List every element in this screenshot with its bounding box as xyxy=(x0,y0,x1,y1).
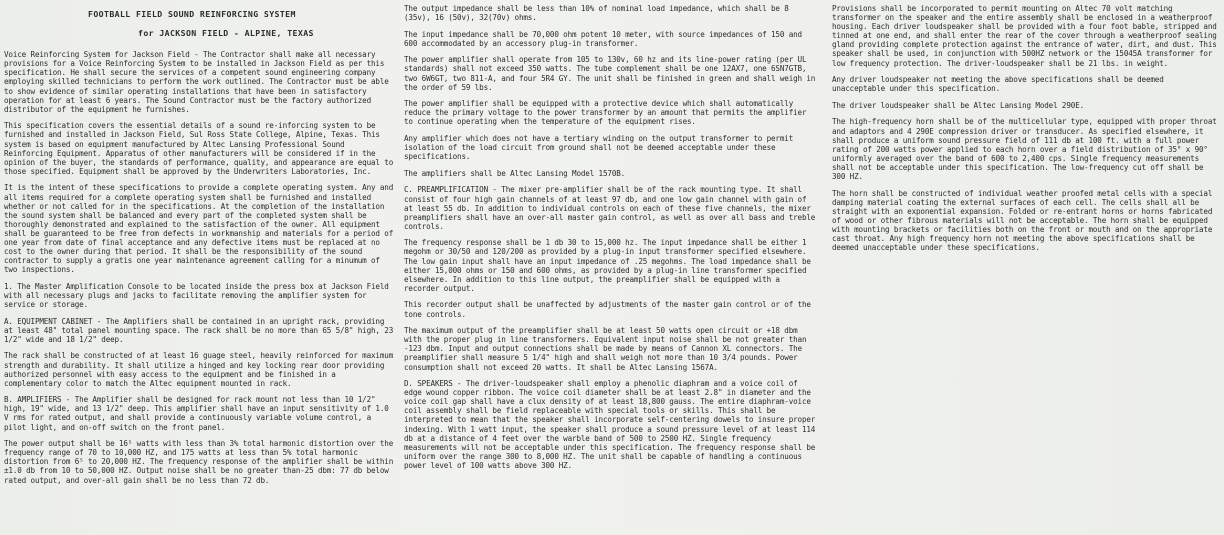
paragraph-console: 1. The Master Amplification Console to be located inside the press box at Jackson Field with all necessary plugs and jacks to facilitate removing the amplifier system for service or storage. xyxy=(4,281,389,310)
paragraph-power-output: The power output shall be 16⁵ watts with less than 3% total harmonic distortion over the frequency range of 70 to 10,000 HZ, and 175 watts at less than 5% total harmonic distortion from 6⁵ to 20,000 HZ. The frequency response of the amplifier shall be within ±1.0 db from 10 to 50,000 HZ. Output noise shall be no greater than-25 dbm: 77 db below rated output, and over-all gain shall be no less than 72 db. xyxy=(4,439,394,485)
column-right xyxy=(832,0,1220,535)
paragraph-scope: This specification covers the essential details of a sound re-inforcing system to be furnished and installed in Jackson Field, Sul Ross State College, Alpine, Texas. This system is based on equipment manufactured by Altec Lansing Professional Sound Reinforcing Equipment. Apparatus of other manufacturers will be considered if in the opinion of the buyer, the standards of performance, quality, and appearance are equal to those specified. Equipment shall be approved by the Underwriters Laboratories, Inc. xyxy=(4,121,394,176)
paragraph-amplifiers: B. AMPLIFIERS - The Amplifier shall be designed for rack mount not less than 10 1/2" high, 19" wide, and 13 1/2" deep. This amplifier shall have an input sensitivity of 1.0 V rms for rated output, and shall provide a continuously variable volume control, a pilot light, and on-off switch on the front panel. xyxy=(4,395,389,432)
paragraph-high-frequency-horn: The high-frequency horn shall be of the multicellular type, equipped with proper throat and adaptors and 4 290E compression driver or transducer. As specified elsewhere, it shall produce a uniform sound pressure field of 111 db at 100 ft. with a full power rating of 200 watts power applied to each horn over a field distribution of 35° x 90° uniformly averaged over the band of 600 to 2,400 cps. Single frequency measurements shall not be acceptable under this specification. The low-frequency cut off shall be 300 HZ. xyxy=(832,117,1217,181)
paragraph-driver-model: The driver loudspeaker shall be Altec Lansing Model 290E. xyxy=(832,100,1085,110)
document-title: FOOTBALL FIELD SOUND REINFORCING SYSTEM xyxy=(88,9,296,19)
paragraph-protective-device: The power amplifier shall be equipped with a protective device which shall automatically reduce the primary voltage to the power transformer by an amount that permits the amplifier to continue operating when the temperature of the equipment rises. xyxy=(404,99,807,127)
paragraph-horn-construction: The horn shall be constructed of individual weather proofed metal cells with a special damping material coating the external surfaces of each cell. The cells shall all be straight with an exponential expansion. Folded or re-entrant horns or horns fabricated of wood or other fibrous materials will not be acceptable. The horn shall be equipped with mounting brackets or facilities both on the front or mouth and on the appropriate cast throat. Any high frequency horn not meeting the above specifications shall be deemed unacceptable under these specifications. xyxy=(832,188,1213,253)
paragraph-unacceptable-driver: Any driver loudspeaker not meeting the above specifications shall be deemed unacceptable under this specification. xyxy=(832,75,1164,94)
paragraph-power-operation: The power amplifier shall operate from 105 to 130v, 60 hz and its line-power rating (per UL standards) shall not exceed 350 watts. The tube complement shall be one 12AX7, one 6SN7GTB, two 6W6GT, two 811-A, and four 5R4 GY. The unit shall be finished in green and shall weigh in the order of 59 lbs. xyxy=(404,55,816,92)
document-subtitle: for JACKSON FIELD - ALPINE, TEXAS xyxy=(138,28,314,39)
paragraph-max-output: The maximum output of the preamplifier shall be at least 50 watts open circuit or +18 dbm with the proper plug in line transformers. Equivalent input noise shall be not greater than -123 dbm. Input and output connections shall be made by means of Cannon XL connectors. The preamplifier shall measure 5 1/4" high and shall weigh not more than 10 3/4 pounds. Power consumption shall not exceed 20 watts. It shall be Altec Lansing 1567A. xyxy=(404,326,807,372)
paragraph-provisions: Provisions shall be incorporated to permit mounting on Altec 70 volt matching transformer on the speaker and the entire assembly shall be enclosed in a weatherproof housing. Each driver loudspeaker shall be provided with a four foot bable, stripped and tinned at one end, and shall enter the rear of the cover through a weatherproof sealing gland providing complete protection against the entrance of water, dirt, and dust. This speaker shall be used, in conjunction with 500HZ network or the 15045A transformer for low frequency protection. The driver-loudspeaker shall be 21 lbs. in weight. xyxy=(832,4,1217,68)
paragraph-equipment-cabinet: A. EQUIPMENT CABINET - The Amplifiers shall be contained in an upright rack, providing at least 48" total panel mounting space. The rack shall be no more than 65 5/8" high, 23 1/2" wide and 18 1/2" deep. xyxy=(4,316,394,344)
paragraph-speakers: D. SPEAKERS - The driver-loudspeaker shall employ a phenolic diaphram and a voice coil of edge wound copper ribbon. The voice coil diameter shall be at least 2.8" in diameter and the voice coil gap shall have a clux density of at least 18,800 gauss. The entire diaphram-voice coil assembly shall be field replaceable with special tools or skills. This shall be interpreted to mean that the speaker shall incorporate self-centering dowels to insure proper indexing. With 1 watt input, the speaker shall produce a sound pressure level of at least 114 db at a distance of 4 feet over the warble band of 500 to 2500 HZ. Single frequency measurements will not be acceptable under this specification. The frequency response shall be uniform over the range 300 to 8,000 HZ. The unit shall be capable of handling a continuous power level of 100 watts above 300 HZ. xyxy=(404,379,816,470)
paragraph-output-impedance: The output impedance shall be less than 10% of nominal load impedance, which shall be 8 (35v), 16 (50v), 32(70v) ohms. xyxy=(404,4,789,23)
paragraph-rack-construction: The rack shall be constructed of at least 16 guage steel, heavily reinforced for maximum strength and durability. It shall utilize a hinged and key locking rear door providing authorized personnel with easy access to the equipment and be finished in a complementary color to match the Altec equipment mounted in rack. xyxy=(4,351,394,388)
paragraph-tertiary-winding: Any amplifier which does not have a tertiary winding on the output transformer to permit isolation of the load circuit from ground shall not be deemed acceptable under these specifications. xyxy=(404,134,794,162)
paragraph-amplifier-model: The amplifiers shall be Altec Lansing Model 1570B. xyxy=(404,168,626,178)
column-left xyxy=(4,0,396,535)
paragraph-intent: It is the intent of these specifications to provide a complete operating system. Any and all items required for a complete operating system shall be furnished and installed whether or not called for in the specifications. At the completion of the installation the sound system shall be balanced and every part of the completed system shall be thoroughly demonstrated and explained to the satisfaction of the owner. All equipment shall be guaranteed to be free from defects in workmanship and materials for a period of one year from date of final acceptance and any defective items must be replaced at no cost to the owner during that period. It shall be the responsibility of the sound contractor to supply a gratis one year maintenance agreement calling for a minumum of two inspections. xyxy=(4,183,394,275)
paragraph-preamplification: C. PREAMPLIFICATION - The mixer pre-amplifier shall be of the rack mounting type. It shall consist of four high gain channels of at least 97 db, and one low gain channel with gain of at least 55 db. In addition to individual controls on each of these five channels, the mixer preamplifiers shall have an over-all master gain control, as well as over all bass and treble controls. xyxy=(404,185,816,231)
column-middle xyxy=(404,0,816,535)
paragraph-frequency-response: The frequency response shall be 1 db 30 to 15,000 hz. The input impedance shall be either 1 megohm or 30/50 and 120/200 as provided by a plug-in input transformer specified elsewhere. The low gain input shall have an input impedance of .25 megohms. The load impedance shall be either 15,000 ohms or 150 and 600 ohms, as provided by a plug-in line transformer specified elsewhere. In addition to this line output, the preamplifier shall be equipped with a recorder output. xyxy=(404,238,811,293)
paragraph-recorder-output: This recorder output shall be unaffected by adjustments of the master gain control or of the tone controls. xyxy=(404,300,811,319)
paragraph-intro: Voice Reinforcing System for Jackson Field - The Contractor shall make all necessary provisions for a Voice Reinforcing System to be installed in Jackson Field as per this specification. He shall secure the services of a competent sound engineering company employing skilled technicians to perform the work outlined. The Contractor must be able to show evidence of similar operating installations that have been in satisfactory operation for at least 6 years. The Sound Contractor must be the factory authorized distributor of the equipment he furnishes. xyxy=(4,50,389,114)
paragraph-input-impedance: The input impedance shall be 70,000 ohm potent 10 meter, with source impedances of 150 and 600 accommodated by an accessory plug-in transformer. xyxy=(404,29,802,48)
